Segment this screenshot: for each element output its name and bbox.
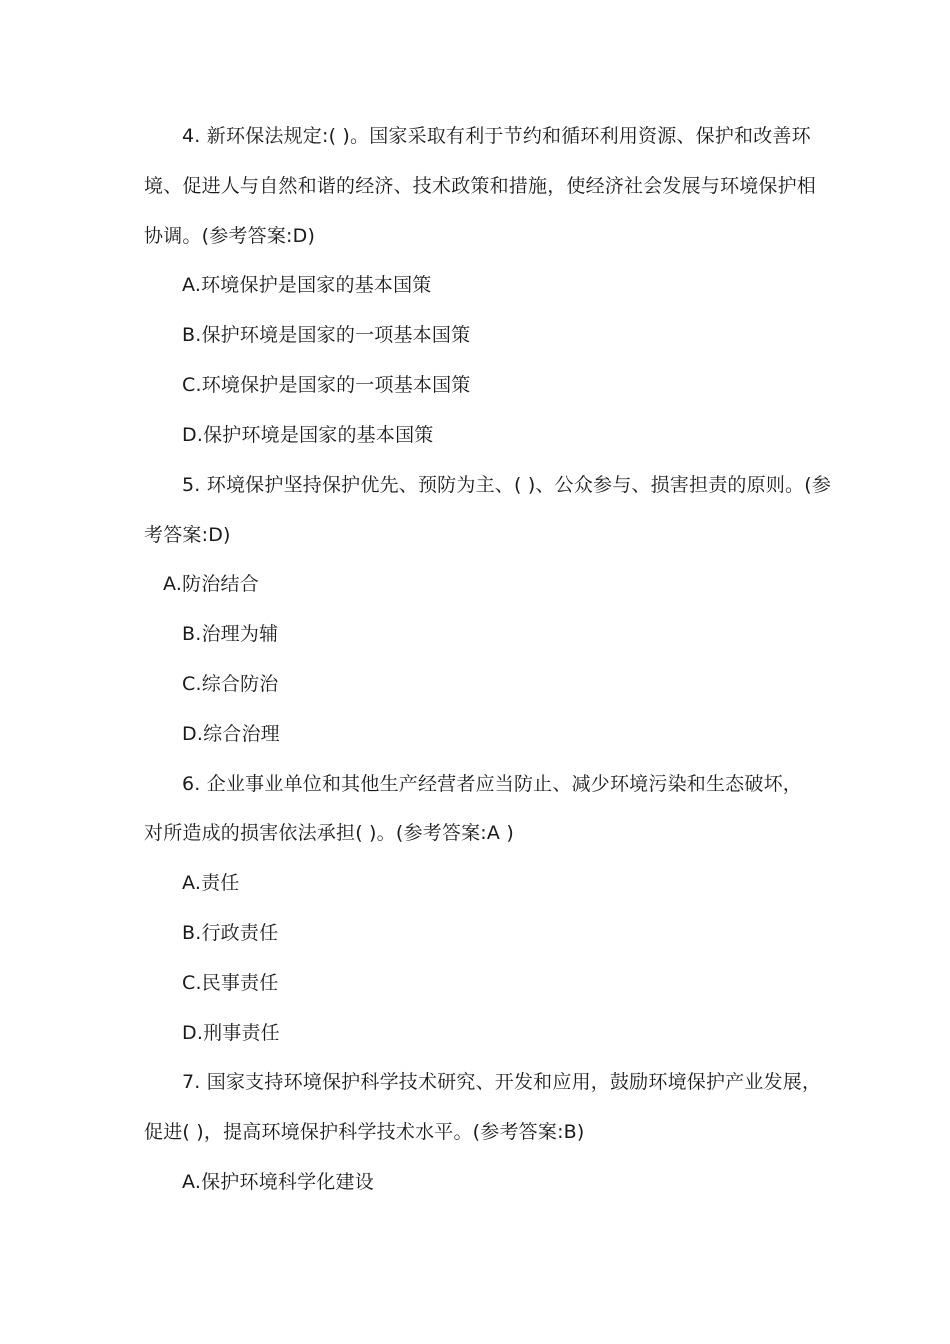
- question-7-option-a: A.保护环境科学化建设: [182, 1171, 374, 1193]
- question-6-text-line-2: 对所造成的损害依法承担( )。(参考答案:A ): [144, 822, 514, 844]
- question-4-option-c: C.环境保护是国家的一项基本国策: [182, 374, 471, 396]
- question-6-option-c: C.民事责任: [182, 972, 279, 994]
- question-5-option-b: B.治理为辅: [182, 623, 279, 645]
- question-4-option-b: B.保护环境是国家的一项基本国策: [182, 324, 471, 346]
- question-5-text-line-2: 考答案:D): [144, 524, 231, 546]
- question-4-text-line-3: 协调。(参考答案:D): [144, 225, 316, 247]
- question-4-option-d: D.保护环境是国家的基本国策: [182, 424, 434, 446]
- question-5-option-d: D.综合治理: [182, 723, 280, 745]
- question-4-text-line-1: 4. 新环保法规定:( )。国家采取有利于节约和循环利用资源、保护和改善环: [182, 125, 811, 147]
- question-6-option-b: B.行政责任: [182, 922, 279, 944]
- question-4-text-line-2: 境、促进人与自然和谐的经济、技术政策和措施，使经济社会发展与环境保护相: [144, 175, 817, 197]
- question-6-text-line-1: 6. 企业事业单位和其他生产经营者应当防止、减少环境污染和生态破坏，: [182, 773, 802, 795]
- question-7-text-line-1: 7. 国家支持环境保护科学技术研究、开发和应用，鼓励环境保护产业发展，: [182, 1071, 822, 1093]
- question-6-option-a: A.责任: [182, 872, 240, 894]
- question-4-option-a: A.环境保护是国家的基本国策: [182, 274, 432, 296]
- question-7-text-line-2: 促进( )，提高环境保护科学技术水平。(参考答案:B): [144, 1121, 585, 1143]
- question-5-text-line-1: 5. 环境保护坚持保护优先、预防为主、( )、公众参与、损害担责的原则。(参: [182, 474, 832, 496]
- question-6-option-d: D.刑事责任: [182, 1022, 280, 1044]
- question-5-option-a: A.防治结合: [163, 573, 259, 595]
- question-5-option-c: C.综合防治: [182, 673, 279, 695]
